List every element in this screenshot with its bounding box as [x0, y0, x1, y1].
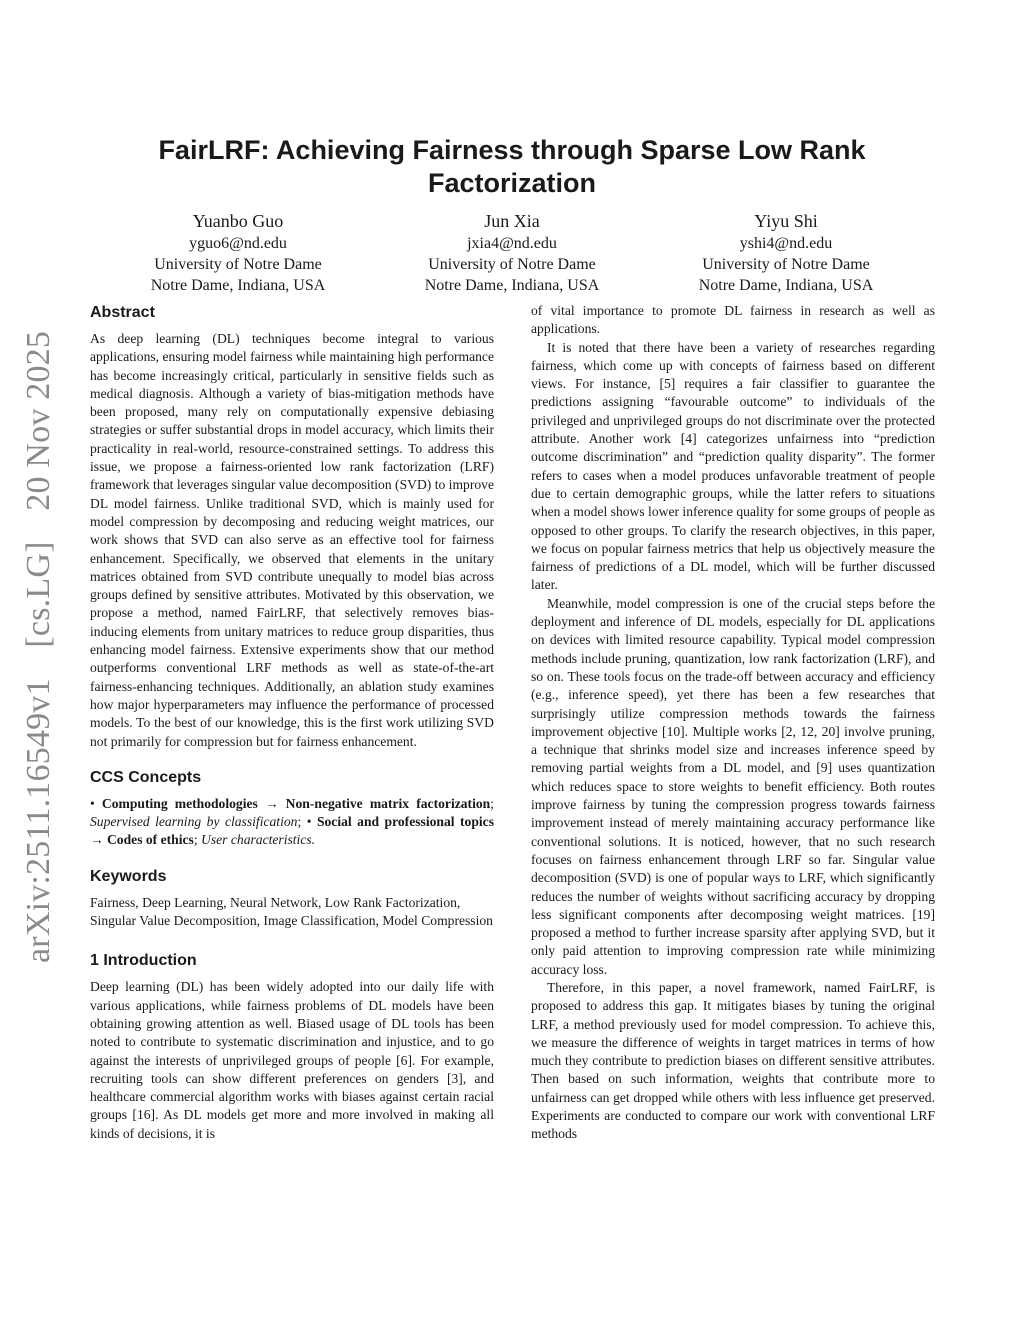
author-name: Yiyu Shi: [754, 211, 818, 231]
ccs-concepts: [90, 795, 494, 850]
abstract-text: As deep learning (DL) techniques become integral to various applications, ensuring model fairness while maintaining high performance has become increasingly critical, particularly in sensitive fields such as medical diagnosis. Although a variety of bias-mitigation methods have been proposed, many rely on computationally expensive debiasing strategies or suffer substantial drops in model accuracy, which limits their practicality in real-world, resource-constrained settings. To address this issue, we propose a fairness-oriented low rank factorization (LRF) framework that leverages singular value decomposition (SVD) to improve DL model fairness. Unlike traditional SVD, which is mainly used for model compression by decomposing and reducing weight matrices, our work shows that SVD can also serve as an effective tool for fairness enhancement. Specifically, we observed that elements in the unitary matrices obtained from SVD contribute unequally to model bias across groups defined by sensitive attributes. Motivated by this observation, we propose a method, named FairLRF, that selectively removes bias-inducing elements from unitary matrices to reduce group disparities, thus enhancing model fairness. Extensive experiments show that our method outperforms conventional LRF methods as well as state-of-the-art fairness-enhancing techniques. Additionally, an ablation study examines how major hyperparameters may influence the performance of processed models. To the best of our knowledge, this is the first work utilizing SVD not primarily for compression but for fairness enhancement.: [90, 331, 494, 749]
ccs-separator: ;: [490, 795, 494, 811]
author-affiliation: University of Notre Dame: [154, 256, 322, 273]
ccs-concept-italic: User characteristics.: [201, 832, 316, 848]
arxiv-id: arXiv:2511.16549v1: [20, 678, 57, 963]
author-location: Notre Dame, Indiana, USA: [150, 277, 326, 294]
ccs-heading: CCS Concepts: [90, 768, 202, 786]
ccs-concept-bold: Computing methodologies → Non-negative matrix factorization: [101, 795, 491, 811]
author-affiliation: University of Notre Dame: [428, 256, 596, 273]
ccs-concept-italic: Supervised learning by classification: [90, 814, 298, 830]
arxiv-side-stamp: [20, 309, 58, 963]
ccs-bullet: •: [306, 814, 312, 830]
abstract-heading: Abstract: [90, 304, 155, 321]
keywords-text: Fairness, Deep Learning, Neural Network, Low Rank Factorization, Singular Value Decomposition, Image Classification, Model Compression: [90, 894, 493, 929]
author-email: yguo6@nd.edu: [189, 235, 287, 252]
author-location: Notre Dame, Indiana, USA: [698, 277, 874, 294]
intro-paragraph-1-continued: of vital importance to promote DL fairness in research as well as applications.: [531, 303, 935, 337]
ccs-separator: ;: [297, 814, 302, 830]
intro-paragraph-4: Therefore, in this paper, a novel framework, named FairLRF, is proposed to address this gap. It mitigates biases by tuning the original LRF, a method previously used for model compression. To achieve this, we measure the difference of weights in target matrices in terms of how much they contribute to prediction biases on different sensitive attributes. Then based on such information, weights that contribute more to unfairness can get dropped while others with less influence get preserved. Experiments are conducted to compare our work with conventional LRF methods: [531, 979, 935, 1142]
author-block: [90, 209, 935, 299]
right-column: [531, 302, 935, 1144]
keywords-heading: Keywords: [90, 867, 167, 885]
left-column: [90, 302, 494, 1143]
intro-paragraph-1: Deep learning (DL) has been widely adopted into our daily life with various applications, while fairness problems of DL models have been obtaining growing attention as well. Biased usage of DL tools has been noted to contribute to systematic discrimination and injustice, and to go against the interests of unprivileged groups of people [6]. For example, recruiting tools can show different preferences on genders [3], and healthcare commercial algorithm works with biases against certain racial groups [16]. As DL models get more and more involved in making all kinds of decisions, it is: [90, 979, 494, 1141]
author-name: Yuanbo Guo: [192, 211, 284, 231]
introduction-heading: 1 Introduction: [90, 952, 197, 970]
ccs-bullet: •: [90, 795, 95, 811]
author-affiliation: University of Notre Dame: [702, 256, 870, 273]
author-location: Notre Dame, Indiana, USA: [424, 277, 600, 294]
author-3: [656, 209, 916, 296]
author-1: [108, 209, 368, 296]
author-2: [382, 209, 642, 296]
author-email: yshi4@nd.edu: [739, 235, 833, 252]
intro-paragraph-3: Meanwhile, model compression is one of the crucial steps before the deployment and inference of DL models, especially for DL applications on devices with limited resource capability. Typical model compression methods include pruning, quantization, low rank factorization (LRF), and so on. These tools focus on the trade-off between accuracy and efficiency (e.g., inference speed), yet there has been a few researches that surprisingly utilize compression methods towards the fairness improvement objective [10]. Multiple works [2, 12, 20] involve pruning, a technique that shrinks model size and increases inference speed by removing partial weights from a DL model, and [9] uses quantization which reduces space to store weights to benefit efficiency. Both routes improve fairness by tuning the compression progress towards fairness improvement instead of merely maintaining accuracy performance like conventional solutions. It is noticed, however, that no such research focuses on fairness enhancement through LRF so far. Singular value decomposition (SVD) is one of popular ways to LRF, which significantly reduces the number of weights without sacrificing accuracy by dropping less significant components after decomposing weight matrices. [19] proposed a method to further increase sparsity after applying SVD, but it only paid attention to improving compression rate while minimizing accuracy loss.: [531, 595, 935, 977]
ccs-separator: ;: [193, 832, 198, 848]
arxiv-date: 20 Nov 2025: [20, 330, 57, 511]
author-email: jxia4@nd.edu: [467, 235, 557, 252]
paper-title: FairLRF: Achieving Fairness through Sparse Low Rank Factorization: [158, 135, 866, 198]
author-name: Jun Xia: [484, 211, 540, 231]
intro-paragraph-2: It is noted that there have been a variety of researches regarding fairness, which come up with concepts of fairness based on different views. For instance, [5] requires a fair classifier to guarantee the predictions assigning “favourable outcome” to individuals of the privileged and unprivileged groups do not discriminate over the protected attribute. Another work [4] categorizes unfairness into “prediction outcome discrimination” and “prediction quality disparity”. The former refers to cases when a model produces unfavorable treatment of people due to certain demographic groups, while the latter refers to situations when a model shows lower inference quality for some groups of people as opposed to other groups. To clarify the research objectives, in this paper, we focus on popular fairness metrics that help us objectively measure the fairness of predictions of a DL model, which will be further discussed later.: [531, 339, 935, 593]
ccs-concept-bold: Social and professional topics → Codes of ethics: [90, 814, 494, 848]
arxiv-category: [cs.LG]: [20, 541, 57, 648]
